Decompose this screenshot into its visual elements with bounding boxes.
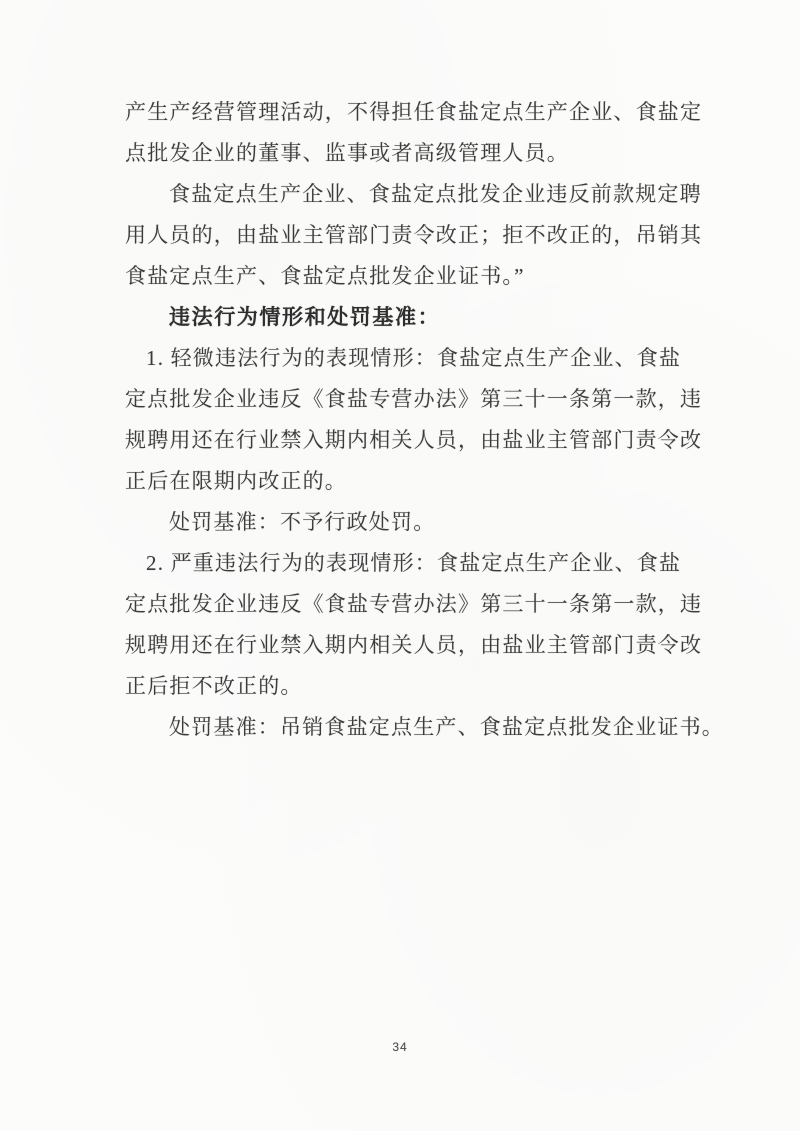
text-line: 食盐定点生产企业、食盐定点批发企业违反前款规定聘 — [169, 182, 702, 206]
text-line: 2. 严重违法行为的表现情形：食盐定点生产企业、食盐 — [146, 551, 682, 575]
page-number: 34 — [392, 1040, 408, 1054]
text-line: 正后拒不改正的。 — [125, 674, 303, 698]
text-line: 用人员的，由盐业主管部门责令改正；拒不改正的，吊销其 — [125, 223, 703, 247]
text-line: 定点批发企业违反《食盐专营办法》第三十一条第一款，违 — [125, 592, 703, 616]
document-body — [125, 92, 724, 748]
text-line: 规聘用还在行业禁入期内相关人员，由盐业主管部门责令改 — [125, 633, 703, 657]
text-line: 处罚基准：不予行政处罚。 — [169, 510, 436, 534]
section-heading: 违法行为情形和处罚基准： — [169, 306, 441, 329]
text-line: 正后在限期内改正的。 — [125, 469, 347, 493]
text-line: 点批发企业的董事、监事或者高级管理人员。 — [125, 141, 569, 165]
text-line: 1. 轻微违法行为的表现情形：食盐定点生产企业、食盐 — [146, 346, 682, 370]
text-line: 食盐定点生产、食盐定点批发企业证书。” — [125, 264, 525, 288]
text-line: 处罚基准：吊销食盐定点生产、食盐定点批发企业证书。 — [169, 715, 724, 739]
text-line: 产生产经营管理活动，不得担任食盐定点生产企业、食盐定 — [125, 100, 703, 124]
text-line: 规聘用还在行业禁入期内相关人员，由盐业主管部门责令改 — [125, 428, 703, 452]
text-line: 定点批发企业违反《食盐专营办法》第三十一条第一款，违 — [125, 387, 703, 411]
